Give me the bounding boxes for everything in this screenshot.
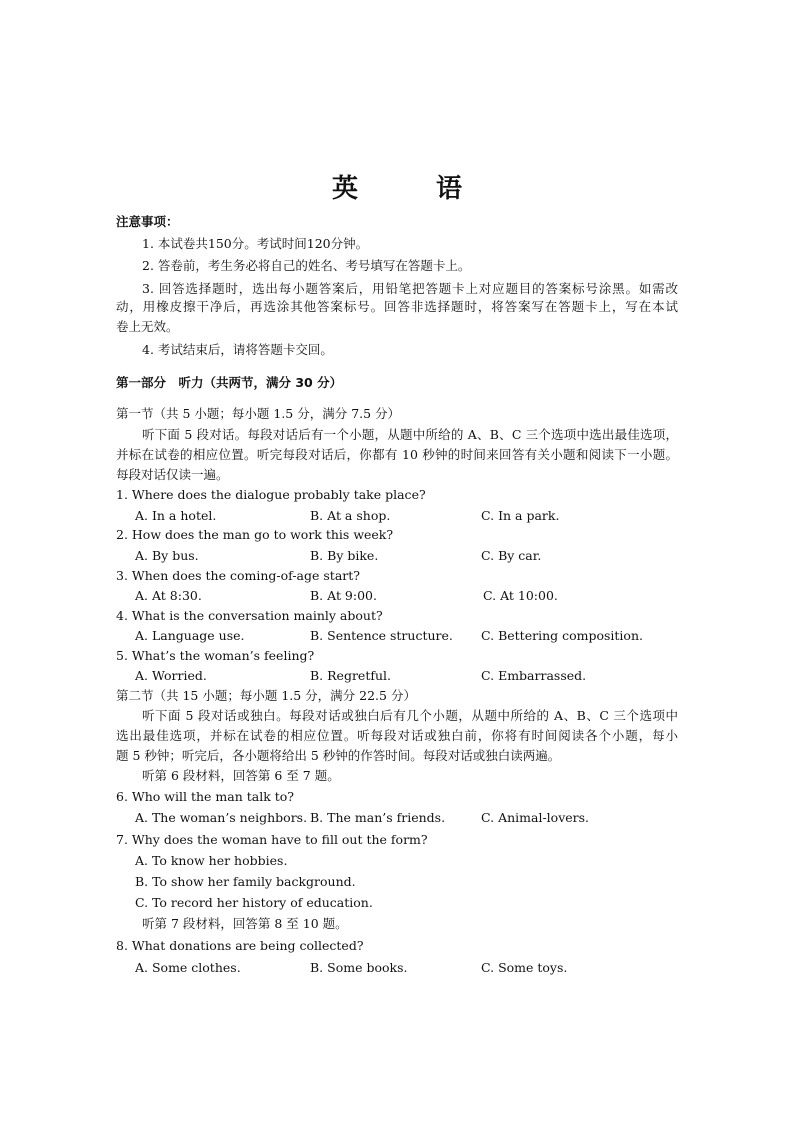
question-2-option-b: B. By bike. bbox=[310, 548, 379, 563]
notice-item-1: 1. 本试卷共150分。考试时间120分钟。 bbox=[142, 236, 369, 251]
question-4-option-c: C. Bettering composition. bbox=[481, 628, 643, 643]
question-2-option-a: A. By bus. bbox=[135, 548, 199, 563]
question-3-option-c: C. At 10:00. bbox=[483, 588, 558, 603]
section-1-instructions-line-1: 听下面 5 段对话。每段对话后有一个小题，从题中所给的 A、B、C 三个选项中选出最佳选项， bbox=[142, 427, 678, 442]
material-7-note: 听第 7 段材料，回答第 8 至 10 题。 bbox=[142, 916, 348, 931]
question-3-option-a: A. At 8:30. bbox=[135, 588, 202, 603]
question-8-option-c: C. Some toys. bbox=[481, 960, 568, 975]
notice-item-2: 2. 答卷前，考生务必将自己的姓名、考号填写在答题卡上。 bbox=[142, 258, 471, 273]
question-6-option-c: C. Animal-lovers. bbox=[481, 810, 590, 825]
question-7-option-c: C. To record her history of education. bbox=[135, 895, 373, 910]
question-1-stem: 1. Where does the dialogue probably take place? bbox=[116, 487, 426, 502]
question-6-option-b: B. The man’s friends. bbox=[310, 810, 446, 825]
section-2-heading: 第二节（共 15 小题；每小题 1.5 分，满分 22.5 分） bbox=[116, 688, 416, 703]
question-6-stem: 6. Who will the man talk to? bbox=[116, 789, 295, 804]
question-8-stem: 8. What donations are being collected? bbox=[116, 938, 364, 953]
material-6-note: 听第 6 段材料，回答第 6 至 7 题。 bbox=[142, 768, 340, 783]
section-2-instructions-line-3: 题 5 秒钟；听完后，各小题将给出 5 秒钟的作答时间。每段对话或独白读两遍。 bbox=[116, 748, 561, 763]
section-1-instructions-line-3: 每段对话仅读一遍。 bbox=[116, 467, 229, 482]
part-1-heading: 第一部分 听力（共两节，满分 30 分） bbox=[116, 375, 343, 390]
question-8-option-b: B. Some books. bbox=[310, 960, 408, 975]
question-3-stem: 3. When does the coming-of-age start? bbox=[116, 568, 360, 583]
notice-heading: 注意事项： bbox=[116, 214, 179, 229]
question-6-option-a: A. The woman’s neighbors. bbox=[135, 810, 308, 825]
question-3-option-b: B. At 9:00. bbox=[310, 588, 377, 603]
question-2-option-c: C. By car. bbox=[481, 548, 542, 563]
question-8-option-a: A. Some clothes. bbox=[135, 960, 241, 975]
question-4-stem: 4. What is the conversation mainly about? bbox=[116, 608, 383, 623]
question-5-option-c: C. Embarrassed. bbox=[481, 668, 587, 683]
question-4-option-a: A. Language use. bbox=[135, 628, 245, 643]
notice-item-3-line-3: 卷上无效。 bbox=[116, 319, 179, 334]
notice-item-4: 4. 考试结束后，请将答题卡交回。 bbox=[142, 342, 333, 357]
notice-item-3-line-2: 动，用橡皮擦干净后，再选涂其他答案标号。回答非选择题时，将答案写在答题卡上，写在本试 bbox=[116, 299, 678, 314]
page-title: 英 语 bbox=[331, 174, 488, 204]
section-2-instructions-line-2: 选出最佳选项，并标在试卷的相应位置。听每段对话或独白前，你将有时间阅读各个小题，每小 bbox=[116, 728, 678, 743]
notice-item-3-line-1: 3. 回答选择题时，选出每小题答案后，用铅笔把答题卡上对应题目的答案标号涂黑。如需改 bbox=[142, 281, 678, 296]
question-5-option-b: B. Regretful. bbox=[310, 668, 391, 683]
question-2-stem: 2. How does the man go to work this week? bbox=[116, 527, 394, 542]
question-1-option-a: A. In a hotel. bbox=[135, 508, 217, 523]
section-1-instructions-line-2: 并标在试卷的相应位置。听完每段对话后，你都有 10 秒钟的时间来回答有关小题和阅读下一小题。 bbox=[116, 447, 678, 462]
question-7-stem: 7. Why does the woman have to fill out the form? bbox=[116, 832, 428, 847]
question-7-option-b: B. To show her family background. bbox=[135, 874, 356, 889]
section-2-instructions-line-1: 听下面 5 段对话或独白。每段对话或独白后有几个小题，从题中所给的 A、B、C 三个选项中 bbox=[142, 708, 678, 723]
question-1-option-b: B. At a shop. bbox=[310, 508, 391, 523]
question-5-option-a: A. Worried. bbox=[135, 668, 207, 683]
question-7-option-a: A. To know her hobbies. bbox=[135, 853, 288, 868]
question-5-stem: 5. What’s the woman’s feeling? bbox=[116, 648, 315, 663]
section-1-heading: 第一节（共 5 小题；每小题 1.5 分，满分 7.5 分） bbox=[116, 406, 401, 421]
question-1-option-c: C. In a park. bbox=[481, 508, 560, 523]
question-4-option-b: B. Sentence structure. bbox=[310, 628, 453, 643]
